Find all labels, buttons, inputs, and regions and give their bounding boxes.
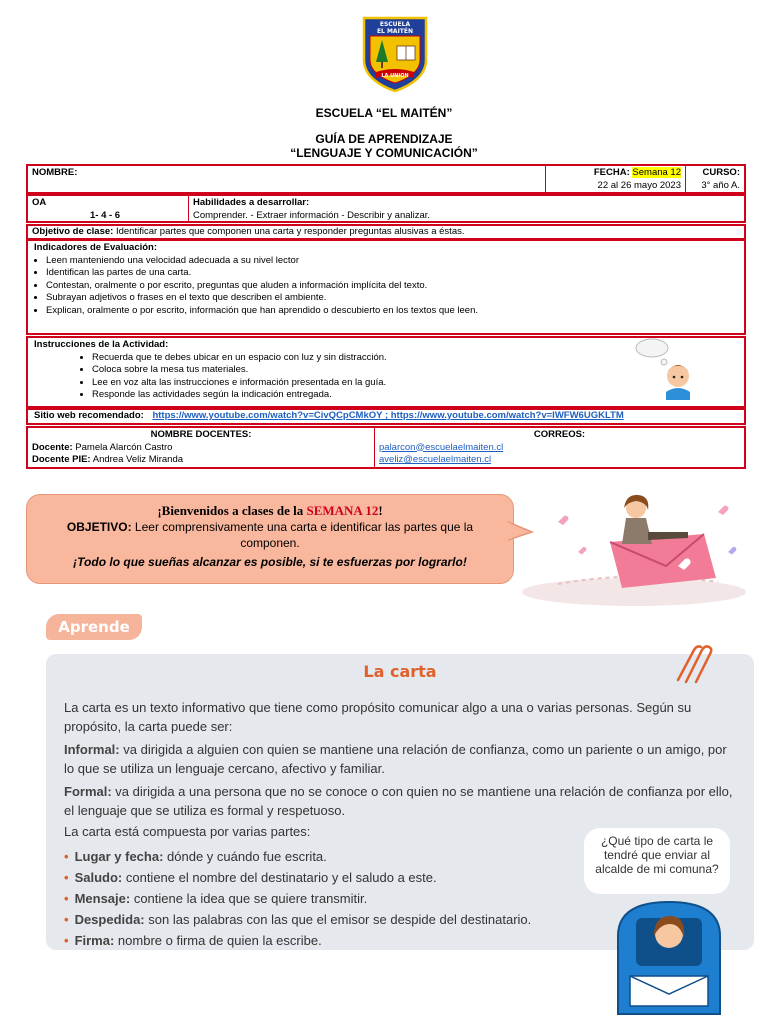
list-item: • Recuerda que te debes ubicar en un espacio con luz y sin distracción. xyxy=(92,352,738,365)
sitio-web-row xyxy=(26,408,746,425)
docentes-names-cell xyxy=(28,428,374,467)
informal-label: Informal: xyxy=(64,742,120,757)
paperclip-icon xyxy=(672,644,716,688)
parte-label: Firma: xyxy=(74,933,115,948)
welcome-week: SEMANA 12 xyxy=(306,503,379,518)
carta-intro: La carta es un texto informativo que tiene como propósito comunicar algo a una o varias personas. Según su propósito, la carta puede ser: xyxy=(64,700,692,734)
oa-cell xyxy=(28,196,188,221)
mailbox-illustration xyxy=(610,896,728,1020)
habilidades-cell xyxy=(188,196,744,221)
list-item: • Responde las actividades según la indicación entregada. xyxy=(92,389,738,402)
aprende-tag: Aprende xyxy=(46,614,142,640)
teacher-envelope-illustration xyxy=(518,492,750,612)
correos-header: CORREOS: xyxy=(533,429,586,440)
heart-icon xyxy=(728,547,736,555)
parte-label: Saludo: xyxy=(74,870,123,885)
guide-title: GUÍA DE APRENDIZAJE xyxy=(315,132,453,146)
list-item: • Coloca sobre la mesa tus materiales. xyxy=(92,364,738,377)
carta-informal xyxy=(64,740,738,778)
fecha-label: FECHA: xyxy=(593,167,630,178)
objetivo-value: Identificar partes que componen una carta y responder preguntas alusivas a éstas. xyxy=(115,226,465,237)
letter-icon xyxy=(630,976,708,1006)
curso-label: CURSO: xyxy=(702,167,740,178)
list-item: • Subrayan adjetivos o frases en el texto que describen el ambiente. xyxy=(46,292,738,305)
docente-name: Pamela Alarcón Castro xyxy=(75,441,173,453)
crest-bottom-text: LA UNION xyxy=(381,73,409,79)
student-info-row xyxy=(26,164,746,194)
objetivo-row xyxy=(26,224,746,240)
subject-title: “LENGUAJE Y COMUNICACIÓN” xyxy=(290,146,478,160)
docente-pie-label: Docente PIE: xyxy=(32,454,91,465)
fecha-week: Semana 12 xyxy=(632,167,681,178)
list-item xyxy=(64,888,531,909)
docentes-box xyxy=(26,426,746,469)
welcome-objetivo-text: Leer comprensivamente una carta e identificar las partes que la componen. xyxy=(134,520,474,550)
email-link-1[interactable]: palarcon@escuelaelmaiten.cl xyxy=(379,441,504,453)
fecha-range: 22 al 26 mayo 2023 xyxy=(597,179,681,191)
informal-text: va dirigida a alguien con quien se mantiene una relación de confianza, como un pariente o un amigo, por lo que se utiliza un lenguaje cercano, afectivo y familiar. xyxy=(64,742,727,776)
habilidades-value: Comprender. - Extraer información - Describir y analizar. xyxy=(193,209,431,221)
docente-pie-name: Andrea Veliz Miranda xyxy=(92,454,184,465)
list-item: • Leen manteniendo una velocidad adecuada a su nivel lector xyxy=(46,255,738,268)
list-item: • Lee en voz alta las instrucciones e información presentada en la guía. xyxy=(92,377,738,390)
objetivo-label: Objetivo de clase: xyxy=(32,226,114,237)
curso-cell xyxy=(685,166,744,192)
la-carta-title: La carta xyxy=(363,662,437,681)
nombre-label: NOMBRE: xyxy=(32,167,78,178)
thought-bubble-icon xyxy=(636,339,668,357)
list-item xyxy=(64,867,531,888)
welcome-motto: ¡Todo lo que sueñas alcanzar es posible, si te esfuerzas por lograrlo! xyxy=(73,555,467,569)
oa-value: 1- 4 - 6 xyxy=(90,209,121,221)
heart-icon xyxy=(558,516,568,525)
formal-text: va dirigida a una persona que no se conoce o con quien no se mantiene una relación de confianza por ello, el lenguaje que se utiliza es formal y respetuoso. xyxy=(64,784,733,818)
indicadores-list xyxy=(34,255,738,318)
list-item: • Identifican las partes de una carta. xyxy=(46,267,738,280)
thinking-boy-illustration xyxy=(632,334,696,400)
heart-icon xyxy=(718,506,728,515)
parte-text: contiene el nombre del destinatario y el saludo a este. xyxy=(125,870,437,885)
parte-label: Despedida: xyxy=(74,912,145,927)
welcome-objetivo-label: OBJETIVO: xyxy=(66,520,132,534)
welcome-line-post: ! xyxy=(378,503,383,518)
formal-label: Formal: xyxy=(64,784,112,799)
school-crest-logo xyxy=(360,16,430,92)
crest-mid-text: EL MAITÉN xyxy=(376,28,414,35)
email-link-2[interactable]: aveliz@escuelaelmaiten.cl xyxy=(379,454,492,465)
parte-label: Mensaje: xyxy=(74,891,131,906)
oa-label: OA xyxy=(32,197,47,208)
parte-text: son las palabras con las que el emisor se despide del destinatario. xyxy=(148,912,532,927)
parte-label: Lugar y fecha: xyxy=(74,849,164,864)
list-item xyxy=(64,846,531,867)
partes-intro: La carta está compuesta por varias partes: xyxy=(64,824,311,839)
school-title: ESCUELA “EL MAITÉN” xyxy=(315,106,453,120)
crest-top-text: ESCUELA xyxy=(379,21,411,28)
parte-text: contiene la idea que se quiere transmitir. xyxy=(133,891,368,906)
indicadores-box xyxy=(26,239,746,335)
list-item: • Contestan, oralmente o por escrito, preguntas que aluden a información implícita del texto. xyxy=(46,280,738,293)
partes-list xyxy=(64,846,531,951)
docentes-header: NOMBRE DOCENTES: xyxy=(150,429,252,440)
indicadores-label: Indicadores de Evaluación: xyxy=(34,242,158,253)
list-item xyxy=(64,909,531,930)
correos-cell xyxy=(374,428,744,467)
curso-value: 3° año A. xyxy=(701,179,740,191)
docente-label: Docente: xyxy=(32,441,73,453)
welcome-bubble xyxy=(26,494,514,584)
question-bubble: ¿Qué tipo de carta le tendré que enviar al alcalde de mi comuna? xyxy=(584,828,730,894)
parte-text: nombre o firma de quien la escribe. xyxy=(117,933,322,948)
list-item xyxy=(64,930,531,951)
instrucciones-label: Instrucciones de la Actividad: xyxy=(34,339,169,350)
list-item: • Explican, oralmente o por escrito, información que han aprendido o descubierto en los textos que leen. xyxy=(46,305,738,318)
habilidades-label: Habilidades a desarrollar: xyxy=(193,197,310,208)
oa-row xyxy=(26,194,746,223)
carta-formal xyxy=(64,782,738,820)
heart-icon xyxy=(578,547,586,555)
sitio-web-label: Sitio web recomendado: xyxy=(34,410,144,421)
fecha-cell xyxy=(545,166,685,192)
parte-text: dónde y cuándo fue escrita. xyxy=(167,849,327,864)
nombre-cell xyxy=(28,166,545,192)
recommended-links[interactable]: https://www.youtube.com/watch?v=CivQCpCMkOY ; https://www.youtube.com/watch?v=IWFW6UGKLTM xyxy=(152,410,624,421)
welcome-line-pre: ¡Bienvenidos a clases de la xyxy=(157,503,307,518)
